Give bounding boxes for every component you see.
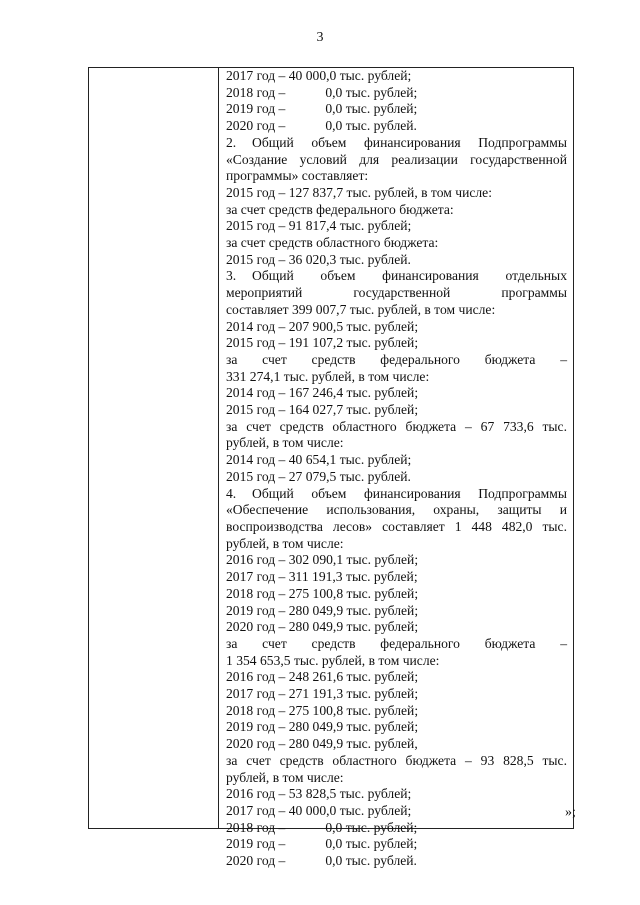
line-text: 2016 год – 302 090,1 тыс. рублей; [226,552,419,568]
text-line [226,669,567,686]
line-text: 2020 год – 280 049,9 тыс. рублей, [226,736,418,752]
line-text: за счет средств областного бюджета – 67 733,6 тыс. [226,418,567,434]
text-line [226,502,567,519]
text-line [226,118,567,135]
line-text: программы» составляет: [226,168,369,184]
text-line [226,435,567,452]
line-text: 2017 год – 40 000,0 тыс. рублей; [226,68,412,83]
text-line [226,636,567,653]
year-label: 2018 год – [226,819,286,835]
amount-value: 0,0 тыс. рублей. [325,118,417,134]
text-line [226,335,567,352]
text-line [226,302,567,319]
year-label: 2018 год – [226,84,286,100]
line-text: 2017 год – 311 191,3 тыс. рублей; [226,569,418,585]
text-line [226,135,567,152]
line-text: 2019 год – 280 049,9 тыс. рублей; [226,719,419,735]
text-line [226,319,567,336]
text-line [226,252,567,269]
amount-value: 0,0 тыс. рублей. [325,853,417,869]
line-text: за счет средств областного бюджета – 93 828,5 тыс. [226,752,567,768]
line-text: рублей, в том числе: [226,769,344,785]
text-line [226,268,567,285]
text-line [226,202,567,219]
line-text: 2020 год – 280 049,9 тыс. рублей; [226,619,419,635]
line-text: 2016 год – 248 261,6 тыс. рублей; [226,669,419,685]
line-text: рублей, в том числе: [226,435,344,451]
text-line [226,552,567,569]
closing-quote-mark: »; [565,805,576,820]
text-line [226,285,567,302]
column-divider [218,68,219,828]
line-text: за счет средств федерального бюджета: [226,201,454,217]
text-line [226,820,567,837]
text-line [226,753,567,770]
line-text: 2015 год – 36 020,3 тыс. рублей. [226,251,411,267]
text-line [226,218,567,235]
line-text: 2015 год – 91 817,4 тыс. рублей; [226,218,412,234]
amount-value: 0,0 тыс. рублей; [325,819,418,835]
text-line [226,703,567,720]
year-label: 2020 год – [226,853,286,869]
text-line [226,68,567,85]
text-line [226,85,567,102]
amount-value: 0,0 тыс. рублей; [325,84,418,100]
text-line [226,569,567,586]
year-label: 2019 год – [226,101,286,117]
line-text: 2017 год – 271 191,3 тыс. рублей; [226,686,419,702]
line-text: «Создание условий для реализации государственной [226,151,567,167]
text-line [226,452,567,469]
line-text: 2016 год – 53 828,5 тыс. рублей; [226,786,412,802]
line-text: 2018 год – 275 100,8 тыс. рублей; [226,702,419,718]
item-number: 2. [226,134,237,150]
line-text: за счет средств федерального бюджета – [226,351,567,367]
line-text: мероприятий государственной программы [226,285,567,301]
line-text: рублей, в том числе: [226,535,344,551]
text-line [226,836,567,853]
item-number: 3. [226,268,237,284]
text-line [226,402,567,419]
line-text: Общий объем финансирования Подпрограммы [252,485,567,501]
text-line [226,770,567,787]
line-text: Общий объем финансирования Подпрограммы [252,134,567,150]
line-text: 2015 год – 191 107,2 тыс. рублей; [226,335,419,351]
line-text: 2019 год – 280 049,9 тыс. рублей; [226,602,419,618]
year-label: 2020 год – [226,118,286,134]
line-text: 2015 год – 127 837,7 тыс. рублей, в том числе: [226,184,492,200]
text-line [226,469,567,486]
line-text: 2015 год – 27 079,5 тыс. рублей. [226,468,411,484]
text-line [226,235,567,252]
line-text: 2015 год – 164 027,7 тыс. рублей; [226,402,419,418]
amount-value: 0,0 тыс. рублей; [325,101,418,117]
text-line [226,619,567,636]
text-line [226,369,567,386]
line-text: воспроизводства лесов» составляет 1 448 482,0 тыс. [226,518,567,534]
text-line [226,486,567,503]
year-label: 2019 год – [226,836,286,852]
text-line [226,419,567,436]
text-line [226,168,567,185]
line-text: составляет 399 007,7 тыс. рублей, в том числе: [226,301,496,317]
text-line [226,686,567,703]
text-line [226,736,567,753]
text-line [226,853,567,870]
text-line [226,519,567,536]
item-number: 4. [226,485,237,501]
line-text: «Обеспечение использования, охраны, защиты и [226,502,567,518]
line-text: 331 274,1 тыс. рублей, в том числе: [226,368,430,384]
line-text: 1 354 653,5 тыс. рублей, в том числе: [226,652,440,668]
line-text: 2018 год – 275 100,8 тыс. рублей; [226,585,419,601]
text-line [226,803,567,820]
line-text: 2014 год – 167 246,4 тыс. рублей; [226,385,419,401]
text-line [226,352,567,369]
line-text: 2017 год – 40 000,0 тыс. рублей; [226,802,412,818]
text-line [226,185,567,202]
text-line [226,152,567,169]
line-text: 2014 год – 207 900,5 тыс. рублей; [226,318,419,334]
line-text: 2014 год – 40 654,1 тыс. рублей; [226,452,412,468]
line-text: Общий объем финансирования отдельных [252,268,567,284]
line-text: за счет средств областного бюджета: [226,235,439,251]
text-line [226,385,567,402]
financing-text-cell [226,68,567,870]
amount-value: 0,0 тыс. рублей; [325,836,418,852]
text-line [226,603,567,620]
text-line [226,586,567,603]
line-text: за счет средств федерального бюджета – [226,635,567,651]
text-line [226,786,567,803]
text-line [226,536,567,553]
text-line [226,719,567,736]
text-line [226,101,567,118]
text-line [226,653,567,670]
program-financing-table [88,67,574,869]
page-number: 3 [316,30,324,45]
